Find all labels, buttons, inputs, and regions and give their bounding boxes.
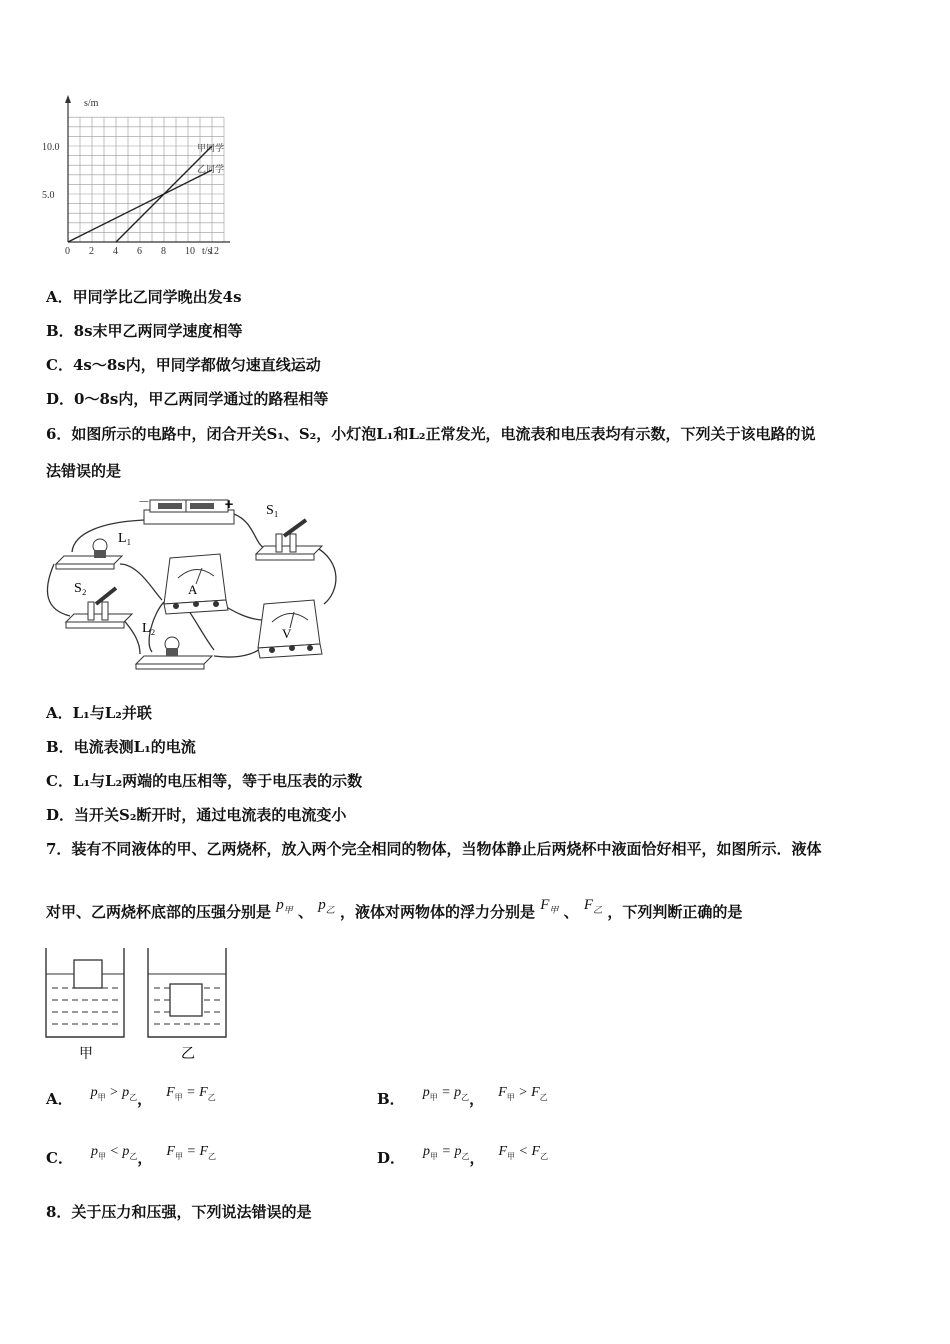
q7-text-c: ，液体对两物体的浮力分别是	[340, 903, 536, 921]
symbol-f: F	[498, 1144, 508, 1159]
ammeter-letter: A	[188, 582, 198, 597]
subscript-jia: 甲	[506, 1093, 515, 1102]
symbol-f: F	[531, 1144, 541, 1159]
label-l2: L₂	[142, 621, 156, 636]
q6-option-a: A．L₁与L₂并联	[46, 704, 152, 722]
symbol-f: F	[199, 1144, 208, 1159]
subscript-yi: 乙	[540, 1152, 549, 1161]
y-tick-label: 10.0	[42, 142, 60, 153]
legend-yi: 乙同学	[197, 165, 225, 175]
symbol-p: p	[122, 1144, 130, 1159]
relation-p: <	[105, 1144, 123, 1159]
relation-f: =	[182, 1085, 200, 1100]
y-tick-label: 5.0	[42, 190, 55, 201]
symbol-f: F	[166, 1085, 175, 1100]
symbol-f: F	[166, 1144, 175, 1159]
option-letter: D．	[377, 1149, 406, 1167]
q5-option-d: D．0～8s内，甲乙两同学通过的路程相等	[46, 390, 329, 408]
label-s1: S₁	[266, 503, 279, 518]
comma: ，	[469, 1149, 485, 1167]
symbol-p: p	[90, 1085, 98, 1100]
subscript-yi: 乙	[539, 1093, 548, 1102]
q7-stem-line2	[46, 897, 743, 924]
q7-stem-line1: 7．装有不同液体的甲、乙两烧杯，放入两个完全相同的物体，当物体静止后两烧杯中液面恰好相平，如图所示．液体	[46, 840, 822, 858]
symbol-f-jia: $F_甲$	[540, 897, 559, 915]
comma: ，	[137, 1149, 153, 1167]
q7-option-d	[377, 1144, 549, 1168]
q6-stem-line1: 6．如图所示的电路中，闭合开关S₁、S₂，小灯泡L₁和L₂正常发光，电流表和电压表均有示数，下列关于该电路的说	[46, 425, 816, 443]
graph-grid	[68, 117, 224, 242]
symbol-p: p	[423, 1144, 431, 1159]
subscript-jia: 甲	[97, 1152, 106, 1161]
relation-p: =	[438, 1144, 455, 1159]
x-tick-label: 0	[65, 246, 70, 257]
beaker-jia-label: 甲	[79, 1046, 93, 1062]
relation-f: <	[515, 1144, 532, 1159]
symbol-p: p	[90, 1144, 98, 1159]
option-letter: C．	[46, 1149, 73, 1167]
beakers-diagram	[40, 942, 240, 1064]
lamp-l2	[136, 637, 212, 669]
symbol-f: F	[498, 1085, 507, 1100]
relation-p: =	[437, 1085, 455, 1100]
subscript-yi: 乙	[461, 1152, 470, 1161]
q6-option-d: D．当开关S₂断开时，通过电流表的电流变小	[46, 806, 347, 824]
y-axis-arrow	[65, 95, 71, 103]
q7-option-b	[377, 1085, 548, 1109]
symbol-p: p	[122, 1085, 130, 1100]
option-letter: A．	[46, 1090, 73, 1108]
q6-option-b: B．电流表测L₁的电流	[46, 738, 196, 756]
beaker-yi	[148, 948, 226, 1037]
q6-option-c: C．L₁与L₂两端的电压相等，等于电压表的示数	[46, 772, 363, 790]
symbol-f-yi: $F_乙$	[583, 897, 603, 915]
q7-option-c	[46, 1144, 216, 1168]
x-axis-label: t/s	[202, 246, 212, 257]
relation-f: >	[514, 1085, 532, 1100]
option-letter: B．	[377, 1090, 405, 1108]
x-tick-label: 8	[161, 246, 166, 257]
battery-box	[144, 500, 234, 524]
lamp-l1	[56, 539, 122, 569]
subscript-yi: 乙	[129, 1152, 138, 1161]
comma: ，	[469, 1090, 485, 1108]
subscript-jia: 甲	[507, 1152, 516, 1161]
q7-text-b: 、	[298, 903, 314, 921]
battery-minus: －	[138, 495, 151, 509]
symbol-f: F	[531, 1085, 540, 1100]
label-l1: L₁	[118, 531, 132, 546]
label-s2: S₂	[74, 581, 87, 596]
q7-text-e: ，下列判断正确的是	[607, 903, 743, 921]
symbol-p: p	[454, 1085, 462, 1100]
x-tick-label: 4	[113, 246, 118, 257]
comma: ，	[137, 1090, 153, 1108]
subscript-jia: 甲	[430, 1152, 439, 1161]
symbol-f: F	[199, 1085, 208, 1100]
relation-p: >	[105, 1085, 123, 1100]
x-tick-label: 6	[137, 246, 142, 257]
q8-stem: 8．关于压力和压强，下列说法错误的是	[46, 1203, 312, 1221]
st-graph	[40, 92, 240, 262]
legend-jia: 甲同学	[197, 144, 225, 154]
x-tick-label: 12	[209, 246, 219, 257]
subscript-yi: 乙	[461, 1093, 470, 1102]
q6-stem-line2: 法错误的是	[46, 462, 122, 480]
subscript-jia: 甲	[174, 1152, 183, 1161]
x-tick-label: 10	[185, 246, 195, 257]
q7-text-a: 对甲、乙两烧杯底部的压强分别是	[46, 903, 272, 921]
switch-s1	[256, 520, 322, 560]
q5-option-c: C．4s～8s内，甲同学都做匀速直线运动	[46, 356, 321, 374]
subscript-jia: 甲	[97, 1093, 106, 1102]
q5-option-b: B．8s末甲乙两同学速度相等	[46, 322, 243, 340]
q7-text-d: 、	[563, 903, 579, 921]
y-axis-label: s/m	[84, 98, 99, 109]
x-tick-label: 2	[89, 246, 94, 257]
symbol-p-yi: $p_乙$	[318, 897, 335, 915]
q7-option-a	[46, 1085, 216, 1109]
battery-plus: +	[224, 497, 235, 511]
voltmeter-letter: V	[282, 626, 292, 641]
symbol-p-jia: $p_甲$	[276, 897, 293, 915]
q5-option-a: A．甲同学比乙同学晚出发4s	[46, 288, 242, 306]
subscript-yi: 乙	[207, 1093, 216, 1102]
subscript-yi: 乙	[208, 1152, 216, 1161]
circuit-diagram	[44, 492, 344, 677]
beaker-jia	[46, 948, 124, 1037]
symbol-p: p	[422, 1085, 430, 1100]
symbol-p: p	[454, 1144, 462, 1159]
subscript-jia: 甲	[174, 1093, 183, 1102]
subscript-jia: 甲	[429, 1093, 438, 1102]
subscript-yi: 乙	[129, 1093, 138, 1102]
relation-f: =	[182, 1144, 200, 1159]
beaker-yi-label: 乙	[181, 1046, 195, 1062]
